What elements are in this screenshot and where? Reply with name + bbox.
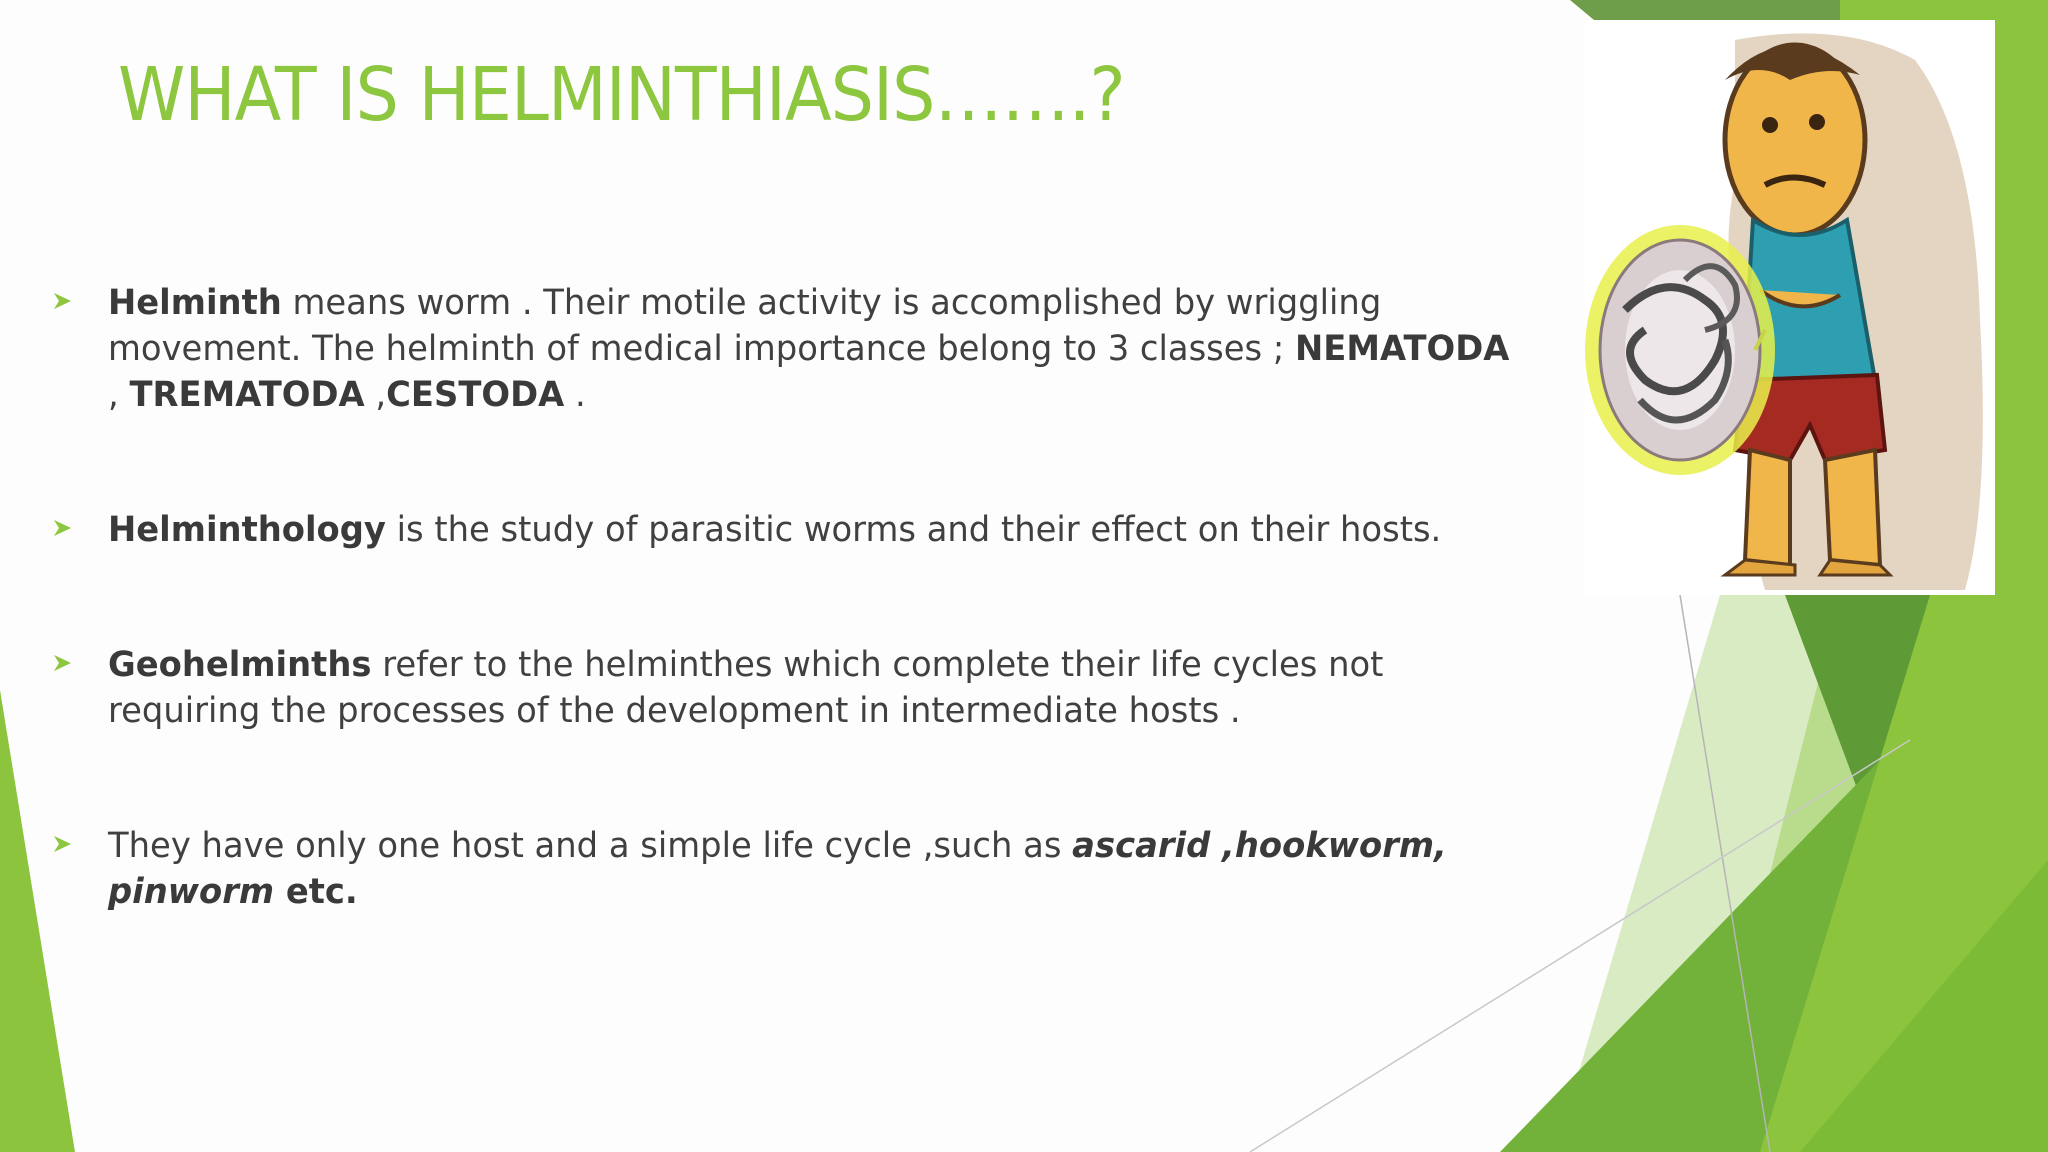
class-trematoda: TREMATODA <box>129 375 365 415</box>
bullet-body: means worm . Their motile activity is accomplished by wriggling movement. The helminth of medical importance belong to 3 classes ; <box>108 283 1382 369</box>
bullet-text <box>108 823 1517 915</box>
arrowhead-bullet-icon <box>50 516 74 540</box>
separator: , <box>364 375 387 415</box>
term-helminth: Helminth <box>108 283 282 323</box>
bullet-body: refer to the helminthes which complete their life cycles not requiring the processes of the development in intermediate hosts . <box>108 645 1384 731</box>
cartoon-boy-with-worms-illustration <box>1585 20 1995 595</box>
term-geohelminths: Geohelminths <box>108 645 372 685</box>
right-strip-facet <box>1995 0 2048 600</box>
left-edge-facet <box>0 690 75 1152</box>
arrowhead-bullet-icon <box>50 651 74 675</box>
bullet-end: . <box>564 375 586 415</box>
separator: , <box>108 375 130 415</box>
bullet-text <box>108 642 1517 734</box>
bullet-end: etc. <box>274 872 358 912</box>
examples-list: ascarid ,hookworm, pinworm <box>108 826 1447 912</box>
arrowhead-bullet-icon <box>50 832 74 856</box>
arrowhead-bullet-icon <box>50 289 74 313</box>
class-cestoda: CESTODA <box>386 375 565 415</box>
bullet-text <box>108 507 1517 553</box>
class-nematoda: NEMATODA <box>1295 329 1510 369</box>
bullet-body: is the study of parasitic worms and their effect on their hosts. <box>385 510 1442 550</box>
slide-title: WHAT IS HELMINTHIASIS…….? <box>118 52 1125 138</box>
bullet-body: They have only one host and a simple life cycle ,such as <box>108 826 1073 866</box>
term-helminthology: Helminthology <box>108 510 386 550</box>
bullet-text <box>108 280 1517 418</box>
